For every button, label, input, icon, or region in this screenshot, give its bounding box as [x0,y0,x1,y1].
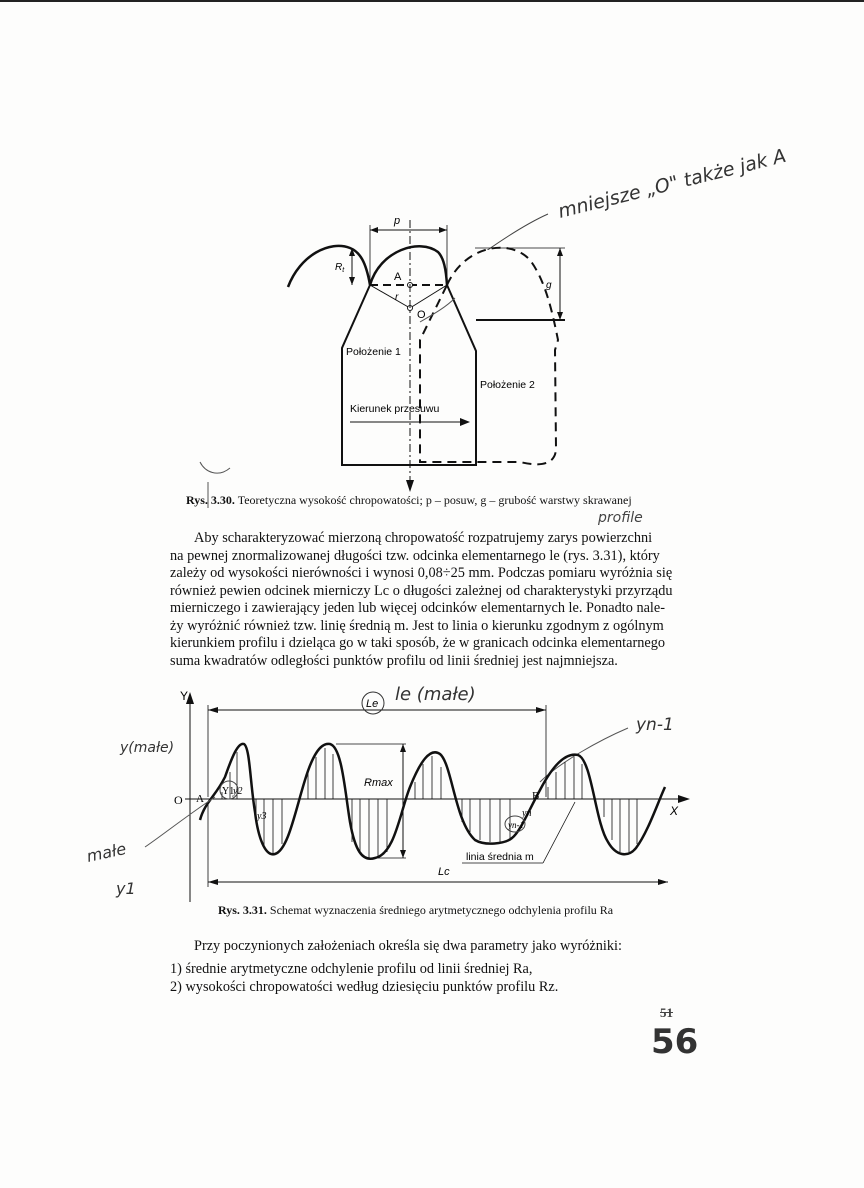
paragraph-1-line-2: na pewnej znormalizowanej długości tzw. odcinka elementarnego le (rys. 3.31), który [170,547,660,564]
parameter-list [170,960,558,996]
label-position-2: Położenie 2 [480,379,535,391]
figure-3-30 [0,200,864,500]
paragraph-1-line-3: zależy od wysokości nierówności i wynosi 0,08÷25 mm. Podczas pomiaru wyróżnia się [170,565,673,581]
label-g: g [546,280,552,291]
handwritten-replace-note: profile [598,510,643,526]
figure-3-31-caption-text: Schemat wyznaczenia średniego arytmetycznego odchylenia profilu Ra [269,903,614,917]
handwritten-le-note: le (małe) [395,684,476,705]
label-a: A [196,793,204,805]
paragraph-1-line-1: Aby scharakteryzować mierzoną chropowatość rozpatrujemy zarys powierzchni [194,530,653,546]
page-number: 51 [660,1005,673,1020]
figure-3-31-caption-number: Rys. 3.31. [218,903,267,917]
label-mean-line: linia średnia m [466,851,534,863]
figure-3-31 [0,672,864,912]
handwritten-small-note-2: y1 [116,879,136,898]
paragraph-1-line-8: suma kwadratów odległości punktów profilu od linii średniej jest najmniejsza. [170,652,618,669]
label-position-1: Położenie 1 [346,346,401,358]
paragraph-2 [170,938,706,956]
tool-position-1 [342,285,476,465]
handwritten-top-note-text: mniejsze „O" także jak A [555,144,789,223]
label-r: r [395,292,399,303]
label-yn-minus-1: yn-1 [508,820,524,830]
profile-arc-center [370,246,447,285]
label-rt: $R_t$ [335,262,345,274]
label-b: B [532,790,540,802]
label-o-top: O [417,309,426,321]
figure-3-30-caption [186,493,632,508]
label-lc: Lc [438,866,450,878]
label-x-axis: X [670,804,679,818]
paragraph-1-line-4: również pewien odcinek mierniczy Lc o długości zależnej od charakterystyki przyrządu [170,582,673,599]
paragraph-2-text: Przy poczynionych założeniach określa się dwa parametry jako wyróżniki: [194,938,622,954]
list-item-2: 2) wysokości chropowatości według dziesięciu punktów profilu Rz. [170,979,559,995]
label-le: Le [366,698,379,710]
handwritten-page-number: 56 [651,1022,699,1062]
tool-position-2 [420,248,558,465]
label-y3: y3 [257,811,267,822]
label-rmax: Rmax [364,777,393,789]
figure-3-30-caption-text: Teoretyczna wysokość chropowatości; p – posuw, g – grubość warstwy skrawanej [237,493,632,507]
label-yn: yn [522,808,532,819]
label-y2: y2 [233,786,243,797]
handwritten-small-note-1: małe [84,839,128,866]
paragraph-1-line-7: kierunkiem profilu i dzieląca go w taki sposób, że w granicach odcinka elementarnego [170,635,666,651]
label-p: p [394,215,401,227]
profile-arc-left [288,246,370,287]
handwritten-yn1-note: yn-1 [636,715,674,735]
label-y1: Y1 [222,786,235,797]
figure-3-30-caption-number: Rys. 3.30. [186,493,235,507]
paragraph-1-line-5: mierniczego i zawierający jeden lub więcej odcinków elementarnych le. Ponadto nale- [170,600,666,616]
list-item-1: 1) średnie arytmetyczne odchylenie profilu od linii średniej Ra, [170,961,533,977]
label-direction: Kierunek przesuwu [350,403,440,415]
label-y-axis: Y [180,689,189,703]
label-o: O [174,793,183,807]
label-a-top: A [394,271,402,283]
caption-hand-mark [198,480,218,510]
handwritten-y-note: y(małe) [120,740,175,756]
paragraph-1 [170,530,706,670]
figure-3-31-caption [218,903,613,918]
paragraph-1-line-6: ży wyróżnić również tzw. linię średnią m. Jest to linia o kierunku zgodnym z ogólnym [170,617,664,634]
roughness-profile [200,744,665,859]
